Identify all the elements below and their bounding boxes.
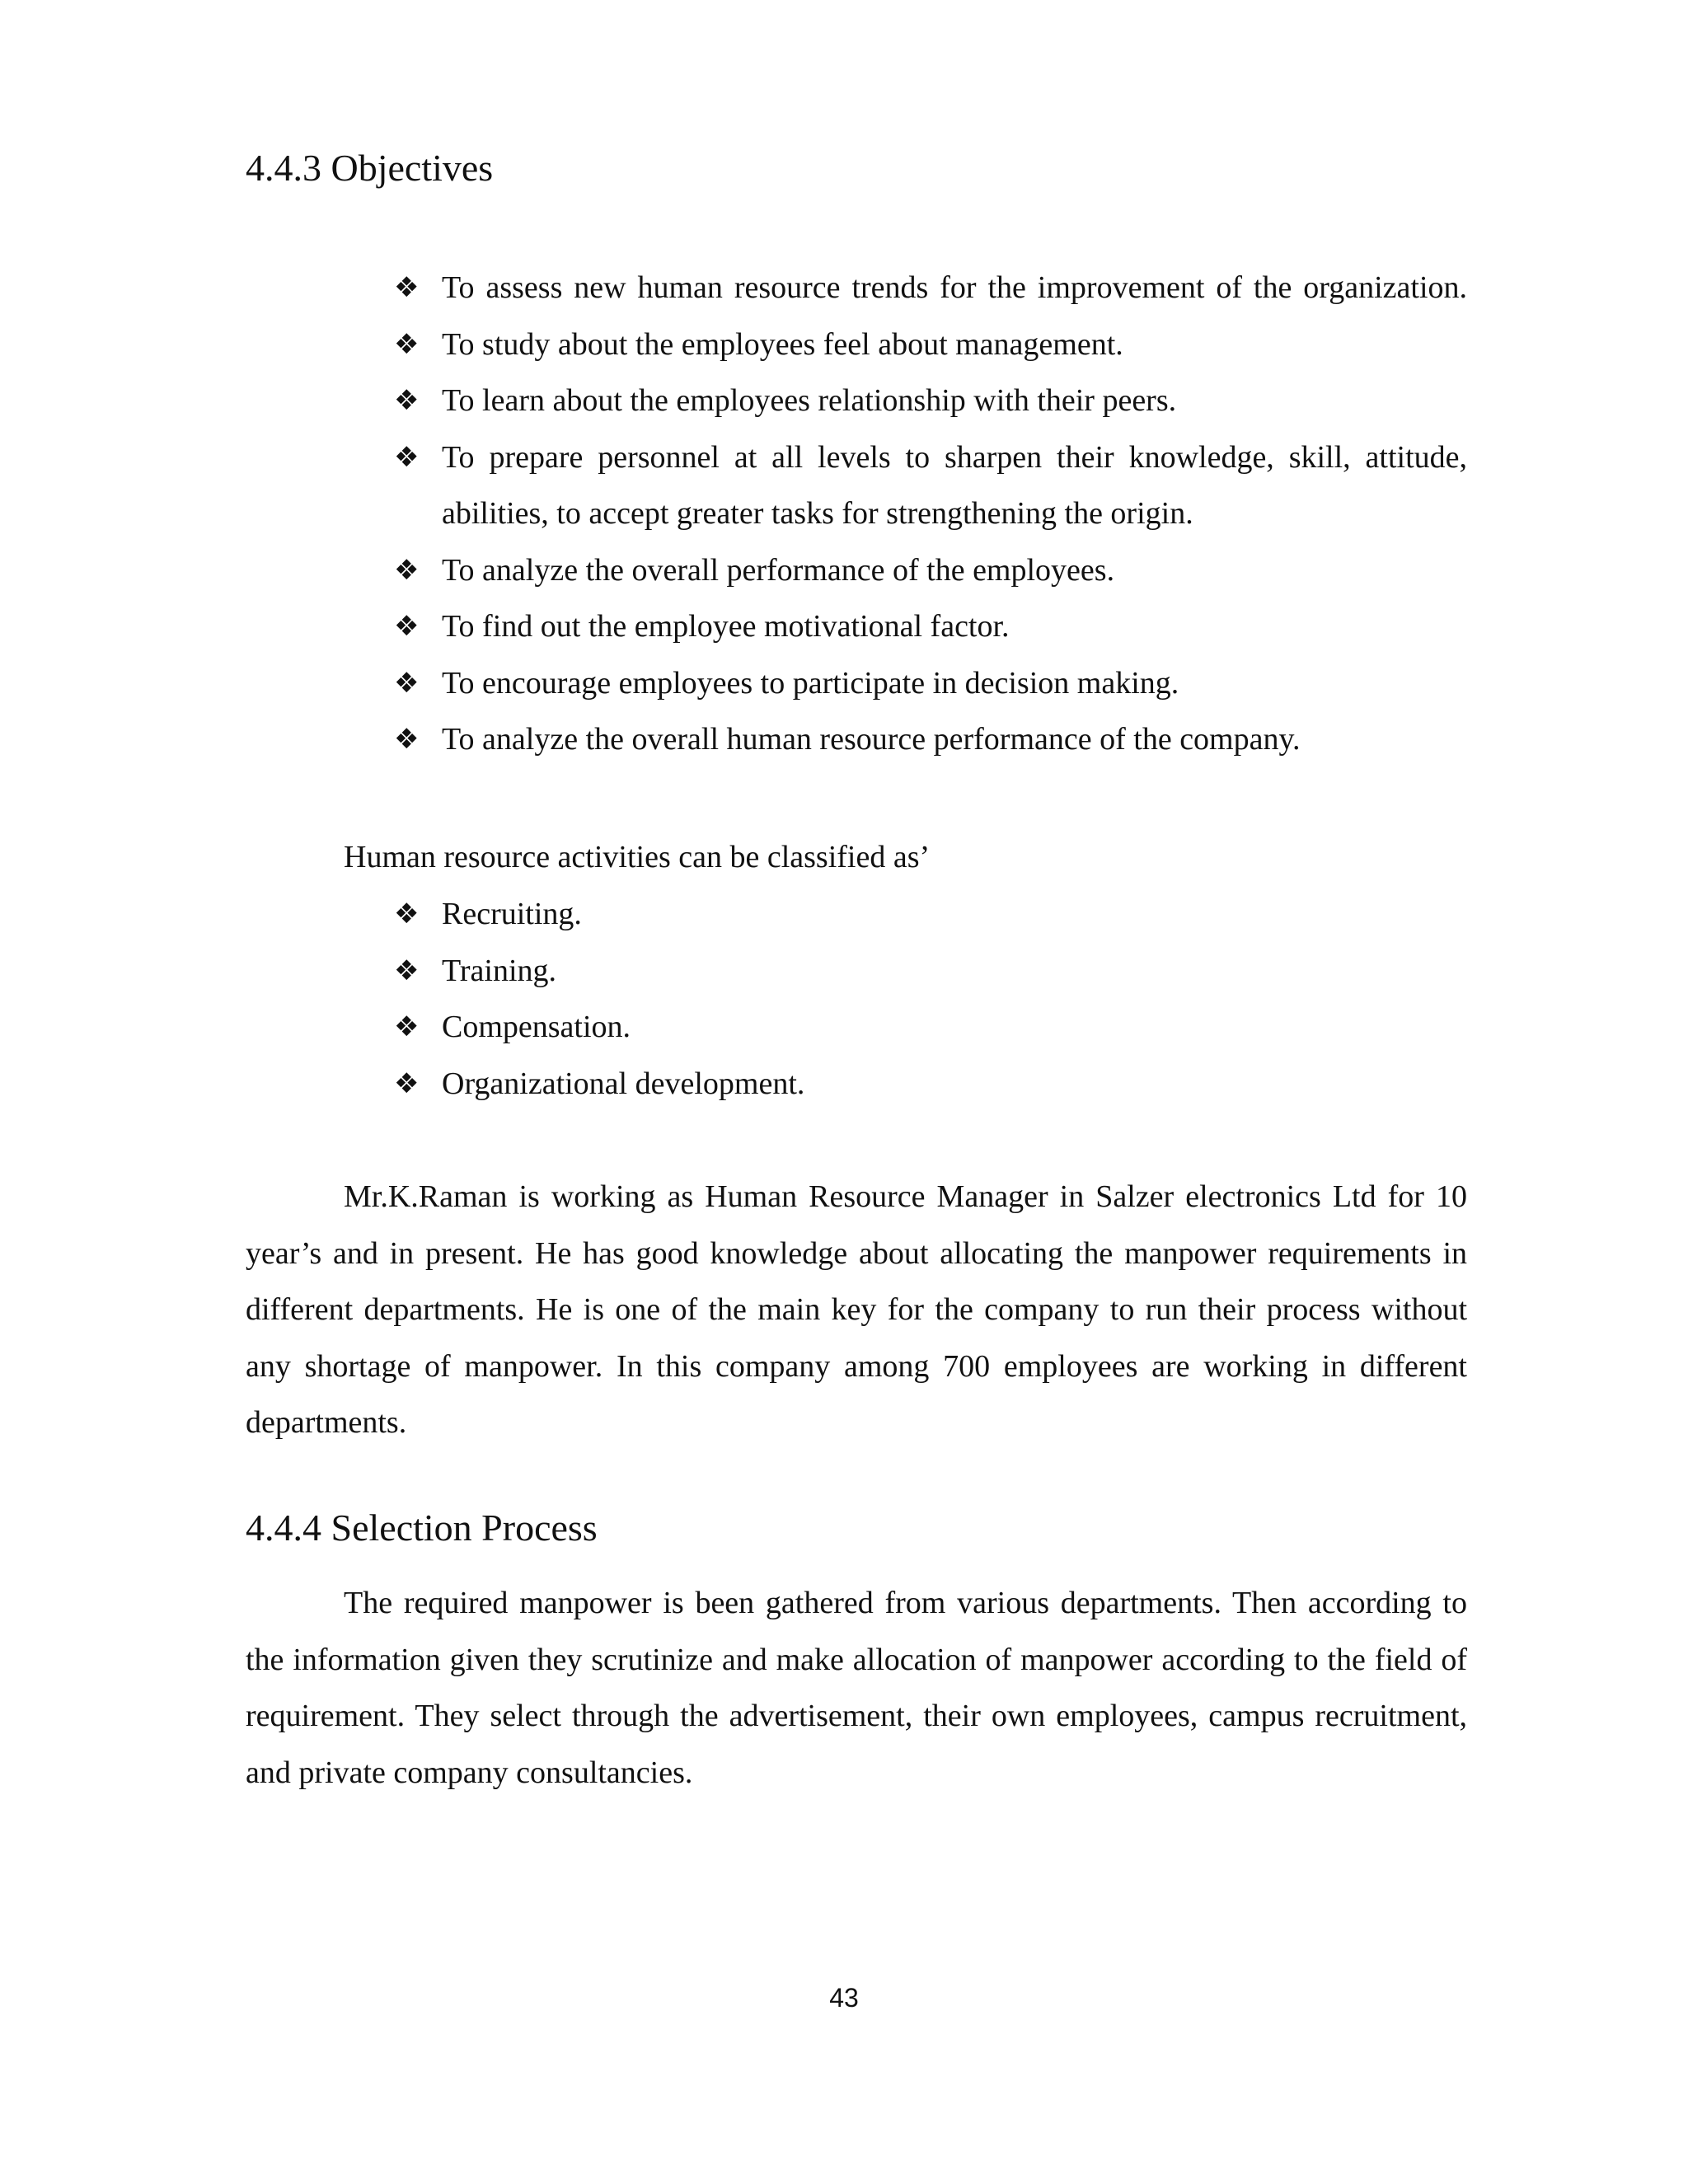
list-item [394,429,1467,542]
diamond-bullet-icon: ❖ [394,384,420,417]
list-item [394,260,1467,316]
selection-process-paragraph: The required manpower is been gathered from various departments. Then according to the information given they scrutinize and make allocation of manpower according to the field of requirement. They select through the advertisement, their own employees, campus recruitment, and private company consultancies. [246,1586,1467,1790]
diamond-bullet-icon: ❖ [394,610,420,643]
list-item [394,655,1467,712]
list-item [394,943,1467,1000]
list-item-text: To learn about the employees relationship with their peers. [442,383,1177,418]
diamond-bullet-icon: ❖ [394,553,420,587]
list-item [394,886,1467,943]
activities-list [394,886,1467,1112]
diamond-bullet-icon: ❖ [394,271,420,304]
objectives-list [394,260,1467,768]
list-item [394,316,1467,373]
diamond-bullet-icon: ❖ [394,440,420,474]
diamond-bullet-icon: ❖ [394,666,420,700]
list-item-text: Organizational development. [442,1066,805,1101]
page-number: 43 [829,1983,859,2013]
diamond-bullet-icon: ❖ [394,723,420,756]
list-item [394,711,1467,768]
list-item [394,1056,1467,1113]
list-item-text: To encourage employees to participate in decision making. [442,665,1179,701]
diamond-bullet-icon: ❖ [394,1010,420,1043]
list-item-text: Training. [442,953,557,988]
list-item-text: To analyze the overall performance of the employees. [442,552,1115,588]
list-item [394,999,1467,1056]
diamond-bullet-icon: ❖ [394,898,420,930]
list-item-text: To prepare personnel at all levels to sharpen their knowledge, skill, attitude, abilities, to accept greater tasks for strengthening the origin. [442,439,1467,531]
selection-process-heading: 4.4.4 Selection Process [246,1507,598,1549]
diamond-bullet-icon: ❖ [394,1066,420,1100]
hr-manager-paragraph: Mr.K.Raman is working as Human Resource Manager in Salzer electronics Ltd for 10 year’s and in present. He has good knowledge about allocating the manpower requirements in different departments. He is one of the main key for the company to run their process without any shortage of manpower. In this company among 700 employees are working in different departments. [246,1179,1467,1441]
list-item [394,598,1467,655]
list-item [394,542,1467,599]
classification-intro: Human resource activities can be classified as’ [344,840,931,874]
list-item-text: To assess new human resource trends for the improvement of the organization. [442,270,1467,305]
list-item [394,373,1467,429]
list-item-text: To find out the employee motivational factor. [442,609,1010,644]
list-item-text: To study about the employees feel about management. [442,326,1123,362]
list-item-text: Compensation. [442,1010,631,1044]
objectives-heading: 4.4.3 Objectives [246,147,494,189]
diamond-bullet-icon: ❖ [394,327,420,361]
list-item-text: Recruiting. [442,897,582,931]
list-item-text: To analyze the overall human resource performance of the company. [442,722,1301,757]
diamond-bullet-icon: ❖ [394,954,420,987]
